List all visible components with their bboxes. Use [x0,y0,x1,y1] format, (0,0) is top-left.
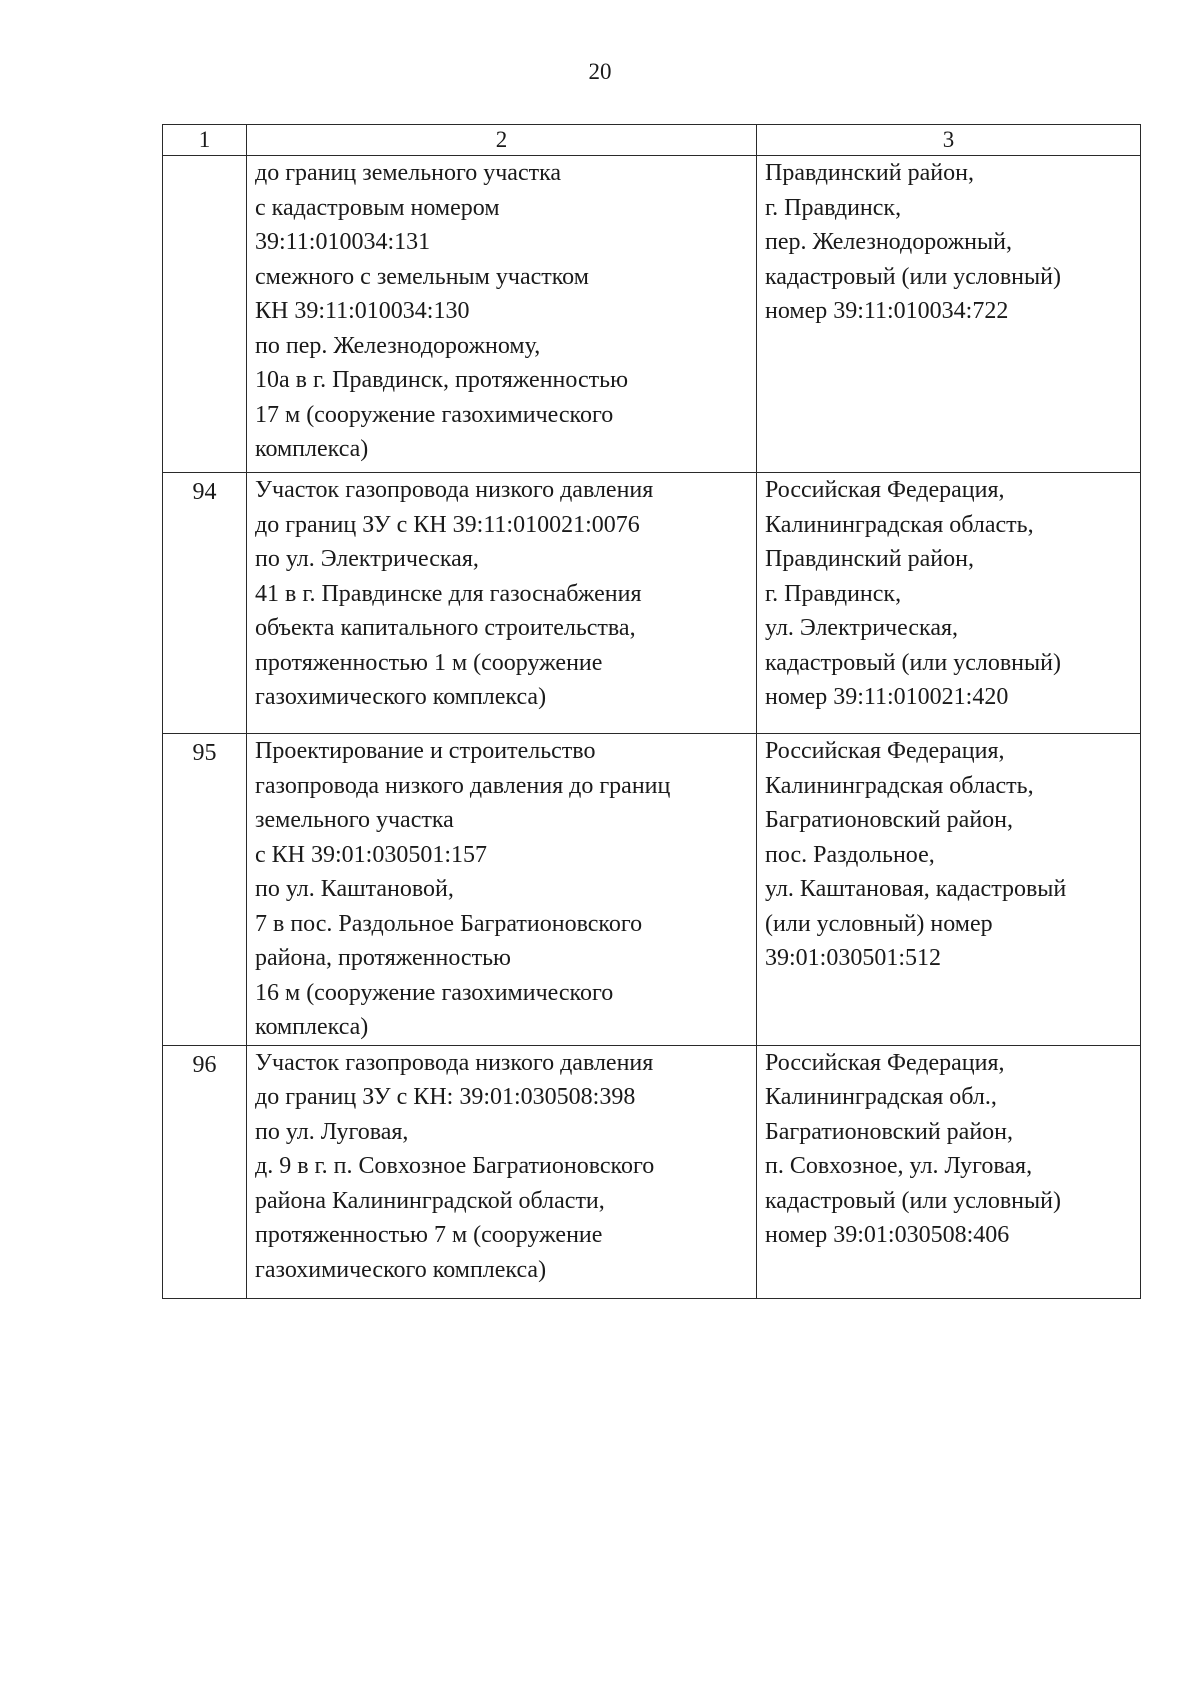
row-number [163,156,247,473]
row-number: 94 [163,473,247,734]
column-header-3: 3 [757,125,1141,156]
registry-table [162,124,1141,1299]
table-row [163,473,1141,734]
object-address: Российская Федерация, Калининградская область, Правдинский район, г. Правдинск, ул. Электрическая, кадастровый (или условный) номер 39:11:010021:420 [757,473,1141,734]
object-address: Российская Федерация, Калининградская область, Багратионовский район, пос. Раздольное, ул. Каштановая, кадастровый (или условный) номер 39:01:030501:512 [757,734,1141,1046]
table-row [163,734,1141,1046]
object-address: Правдинский район, г. Правдинск, пер. Железнодорожный, кадастровый (или условный) номер 39:11:010034:722 [757,156,1141,473]
table-row [163,1045,1141,1298]
row-number: 96 [163,1045,247,1298]
row-number: 95 [163,734,247,1046]
column-header-1: 1 [163,125,247,156]
object-description: до границ земельного участка с кадастровым номером 39:11:010034:131 смежного с земельным участком КН 39:11:010034:130 по пер. Железнодорожному, 10а в г. Правдинск, протяженностью 17 м (сооружение газохимического комплекса) [247,156,757,473]
object-description: Проектирование и строительство газопровода низкого давления до границ земельного участка с КН 39:01:030501:157 по ул. Каштановой, 7 в пос. Раздольное Багратионовского района, протяженностью 16 м (сооружение газохимического комплекса) [247,734,757,1046]
table-row [163,156,1141,473]
column-header-2: 2 [247,125,757,156]
object-address: Российская Федерация, Калининградская обл., Багратионовский район, п. Совхозное, ул. Луговая, кадастровый (или условный) номер 39:01:030508:406 [757,1045,1141,1298]
page-number: 20 [588,59,612,84]
header-row [163,125,1141,156]
object-description: Участок газопровода низкого давления до границ ЗУ с КН: 39:01:030508:398 по ул. Луговая, д. 9 в г. п. Совхозное Багратионовского района Калининградской области, протяженностью 7 м (сооружение газохимического комплекса) [247,1045,757,1298]
object-description: Участок газопровода низкого давления до границ ЗУ с КН 39:11:010021:0076 по ул. Электрическая, 41 в г. Правдинске для газоснабжения объекта капитального строительства, протяженностью 1 м (сооружение газохимического комплекса) [247,473,757,734]
